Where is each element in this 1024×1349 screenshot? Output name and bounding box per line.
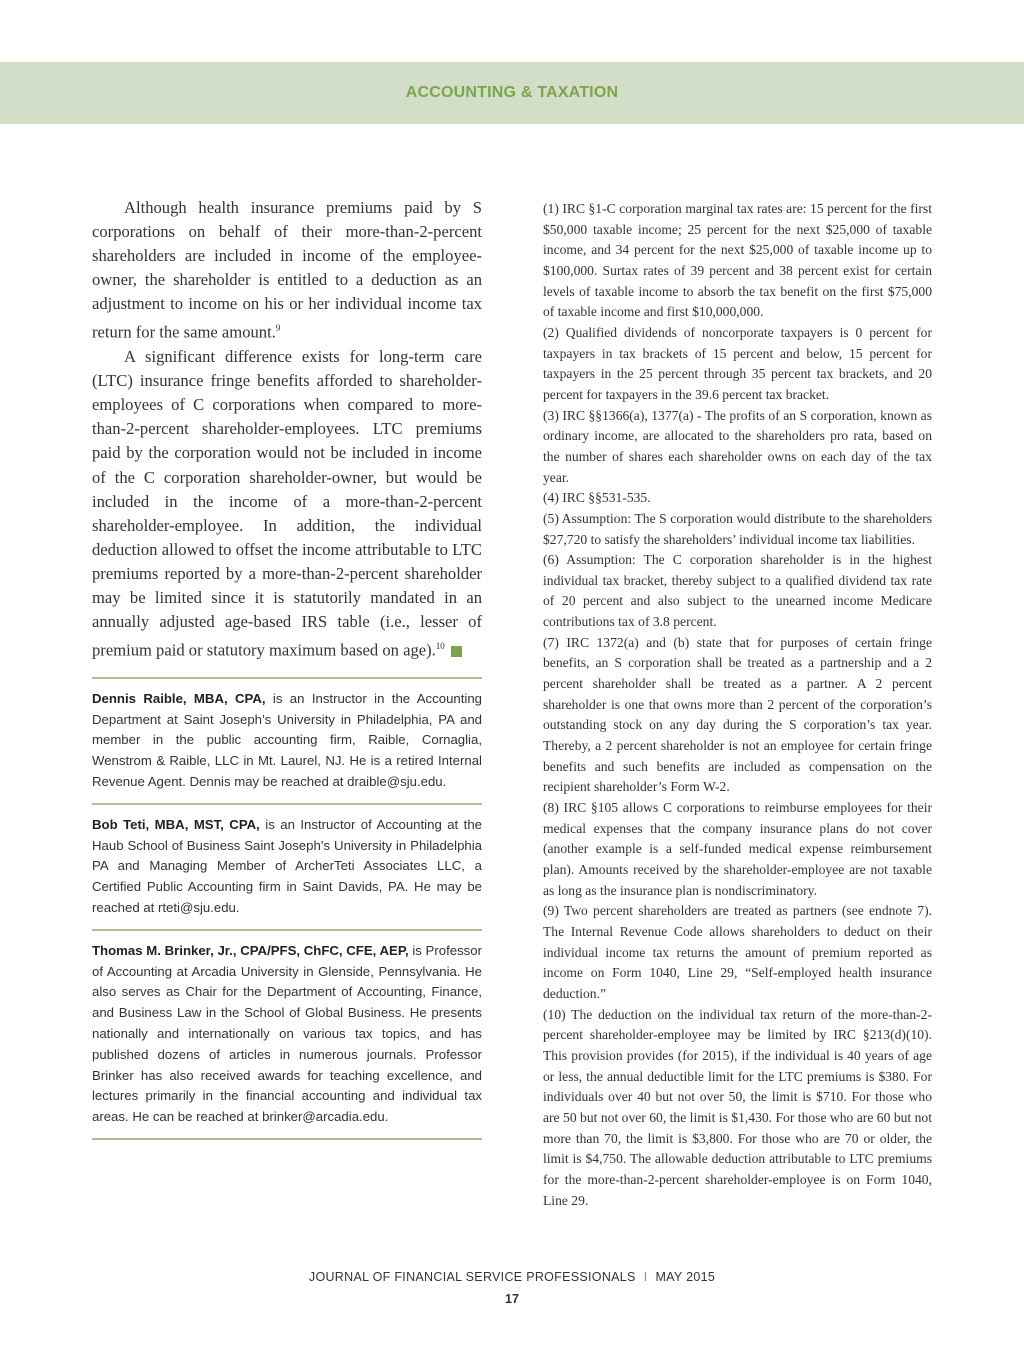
- endnote: (10) The deduction on the individual tax return of the more-than-2-percent shareholder-employee may be limited by IRC §213(d)(10). This provision provides (for 2015), if the individual is 40 years of age or less, the annual deductible limit for the LTC premiums is $380. For individuals over 40 but not over 50, the limit is $710. For those who are 50 but not over 60, the limit is $1,430. For those who are 60 but not more than 70, the limit is $3,800. For those who are 70 or older, the limit is $4,750. The allowable deduction attributable to LTC premiums for the more-than-2-percent shareholder-employee is on Form 1040, Line 29.: [543, 1006, 932, 1208]
- journal-name: JOURNAL OF FINANCIAL SERVICE PROFESSIONALS: [308, 1270, 636, 1284]
- author-name: Thomas M. Brinker, Jr., CPA/PFS, ChFC, CFE, AEP,: [92, 942, 409, 958]
- author-bio: [92, 679, 482, 803]
- endnote: (3) IRC §§1366(a), 1377(a) - The profits of an S corporation, known as ordinary income, are allocated to the shareholders pro rata, based on the number of shares each shareholder owns on each day of the tax year.: [543, 407, 932, 485]
- endnote: (4) IRC §§531-535.: [543, 490, 651, 506]
- section-title: ACCOUNTING & TAXATION: [405, 84, 619, 101]
- bio-text: is Professor of Accounting at Arcadia University in Glenside, Pennsylvania. He also serves as Chair for the Department of Accounting, Finance, and Business Law in the School of Global Business. He presents nationally and internationally on various tax topics, and has published dozens of articles in numerous journals. Professor Brinker has also received awards for teaching excellence, and lectures primarily in the financial accounting and individual tax areas. He can be reached at brinker@arcadia.edu.: [92, 942, 482, 1125]
- author-name: Dennis Raible, MBA, CPA,: [92, 690, 266, 706]
- section-header-band: [0, 62, 1024, 124]
- article-paragraph: [92, 345, 482, 663]
- endnote: (5) Assumption: The S corporation would distribute to the shareholders $27,720 to satisfy the shareholders’ individual income tax liabilities.: [543, 510, 932, 547]
- article-body: [92, 196, 482, 663]
- endnote: (8) IRC §105 allows C corporations to reimburse employees for their medical expenses that the company insurance plans do not cover (another example is a self-funded medical expense reimbursement plan). Amounts received by the shareholder-employee are not taxable as long as the insurance plan is nondiscriminatory.: [543, 800, 932, 898]
- endnote: (6) Assumption: The C corporation shareholder is in the highest individual tax bracket, thereby subject to a qualified dividend tax rate of 20 percent and also subject to the unearned income Medicare contributions tax of 3.8 percent.: [543, 552, 932, 630]
- issue-date: MAY 2015: [655, 1270, 716, 1284]
- bio-text: is an Instructor of Accounting at the Haub School of Business Saint Joseph’s University in Philadelphia PA and Managing Member of ArcherTeti Associates LLC, a Certified Public Accounting firm in Saint Davids, PA. He may be reached at rteti@sju.edu.: [92, 816, 483, 916]
- paragraph-text: A significant difference exists for long-term care (LTC) insurance fringe benefits afforded to shareholder-employees of C corporations when compared to more-than-2-percent shareholder-employees. LTC premiums paid by the corporation would not be included in income of the C corporation shareholder-owner, but would be included in the income of a more-than-2-percent shareholder-employee. In addition, the individual deduction allowed to offset the income attributable to LTC premiums reported by a more-than-2-percent shareholder may be limited since it is statutorily mandated in an annually adjusted age-based IRS table (i.e., lesser of premium paid or statutory maximum based on age).: [92, 347, 482, 660]
- endnote: (9) Two percent shareholders are treated as partners (see endnote 7). The Internal Revenue Code allows shareholders to deduct on their individual income tax returns the amount of premium reported as income on Form 1040, Line 29, “Self-employed health insurance deduction.”: [543, 903, 932, 1001]
- page-footer: [0, 1270, 1024, 1284]
- bio-text: is an Instructor in the Accounting Department at Saint Joseph’s University in Philadelphia, PA and member in the public accounting firm, Raible, Cornaglia, Wenstrom & Raible, LLC in Mt. Laurel, NJ. He is a retired Internal Revenue Agent. Dennis may be reached at draible@sju.edu.: [92, 690, 482, 790]
- author-bio: [92, 805, 482, 929]
- endnote: (7) IRC 1372(a) and (b) state that for purposes of certain fringe benefits, an S corporation shall be treated as a partnership and a 2 percent shareholder shall be treated as a partner. A 2 percent shareholder is one that owns more than 2 percent of the corporation’s outstanding stock on any day during the S corporation’s tax year. Thereby, a 2 percent shareholder is not an employee for certain fringe benefits and such benefits are included as compensation on the recipient shareholder’s Form W-2.: [543, 634, 932, 795]
- article-paragraph: [92, 196, 482, 345]
- endnote: (2) Qualified dividends of noncorporate taxpayers is 0 percent for taxpayers in tax brackets of 15 percent and below, 15 percent for taxpayers in the 25 percent through 35 percent tax brackets, and 20 percent for taxpayers in the 39.6 percent tax bracket.: [543, 324, 932, 402]
- endnote: (1) IRC §1-C corporation marginal tax rates are: 15 percent for the first $50,000 taxable income; 25 percent for the next $25,000 of taxable income, and 34 percent for the next $25,000 of taxable income up to $100,000. Surtax rates of 39 percent and 38 percent exist for certain levels of taxable income to absorb the tax benefit on the first $75,000 of taxable income and first $10,000,000.: [543, 201, 932, 320]
- paragraph-text: Although health insurance premiums paid by S corporations on behalf of their more-than-2-percent shareholders are included in income of the employee-owner, the shareholder is entitled to a deduction as an adjustment to income on his or her individual income tax return for the same amount.: [92, 198, 482, 342]
- divider: [92, 1138, 482, 1140]
- footnote-ref: 9: [275, 323, 281, 334]
- footnote-ref: 10: [435, 641, 445, 652]
- page-number: 17: [505, 1292, 519, 1306]
- endnotes-column: [543, 199, 932, 1211]
- author-name: Bob Teti, MBA, MST, CPA,: [92, 816, 260, 832]
- end-mark-icon: [451, 646, 462, 657]
- author-bio: [92, 931, 482, 1138]
- left-column: [92, 196, 482, 1140]
- footer-separator: I: [643, 1270, 648, 1284]
